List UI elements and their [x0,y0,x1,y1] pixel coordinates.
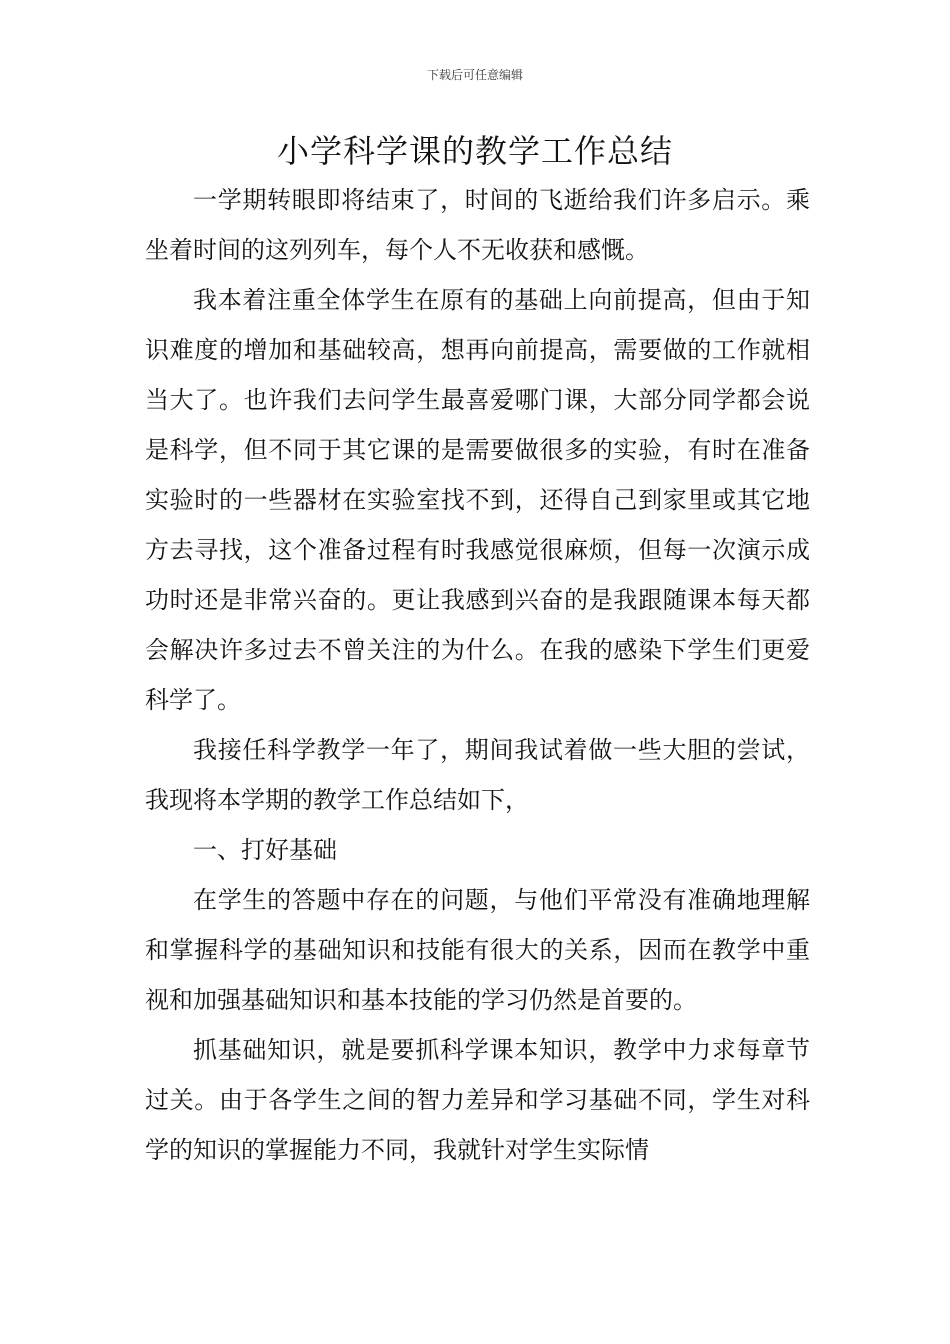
document-body [145,175,810,1175]
paragraph: 一学期转眼即将结束了，时间的飞逝给我们许多启示。乘坐着时间的这列列车，每个人不无收获和感慨。 [145,186,810,264]
paragraph: 抓基础知识，就是要抓科学课本知识，教学中力求每章节过关。由于各学生之间的智力差异和学习基础不同，学生对科学的知识的掌握能力不同，我就针对学生实际情 [145,1036,810,1164]
section-heading: 一、打好基础 [193,836,337,864]
paragraph: 我本着注重全体学生在原有的基础上向前提高，但由于知识难度的增加和基础较高，想再向前提高，需要做的工作就相当大了。也许我们去问学生最喜爱哪门课，大部分同学都会说是科学，但不同于其它课的是需要做很多的实验，有时在准备实验时的一些器材在实验室找不到，还得自己到家里或其它地方去寻找，这个准备过程有时我感觉很麻烦，但每一次演示成功时还是非常兴奋的。更让我感到兴奋的是我跟随课本每天都会解决许多过去不曾关注的为什么。在我的感染下学生们更爱科学了。 [145,286,810,714]
paragraph: 在学生的答题中存在的问题，与他们平常没有准确地理解和掌握科学的基础知识和技能有很大的关系，因而在教学中重视和加强基础知识和基本技能的学习仍然是首要的。 [145,886,810,1014]
document-title: 小学科学课的教学工作总结 [276,132,673,170]
paragraph: 我接任科学教学一年了，期间我试着做一些大胆的尝试，我现将本学期的教学工作总结如下， [145,736,810,814]
header-note: 下载后可任意编辑 [426,68,523,82]
